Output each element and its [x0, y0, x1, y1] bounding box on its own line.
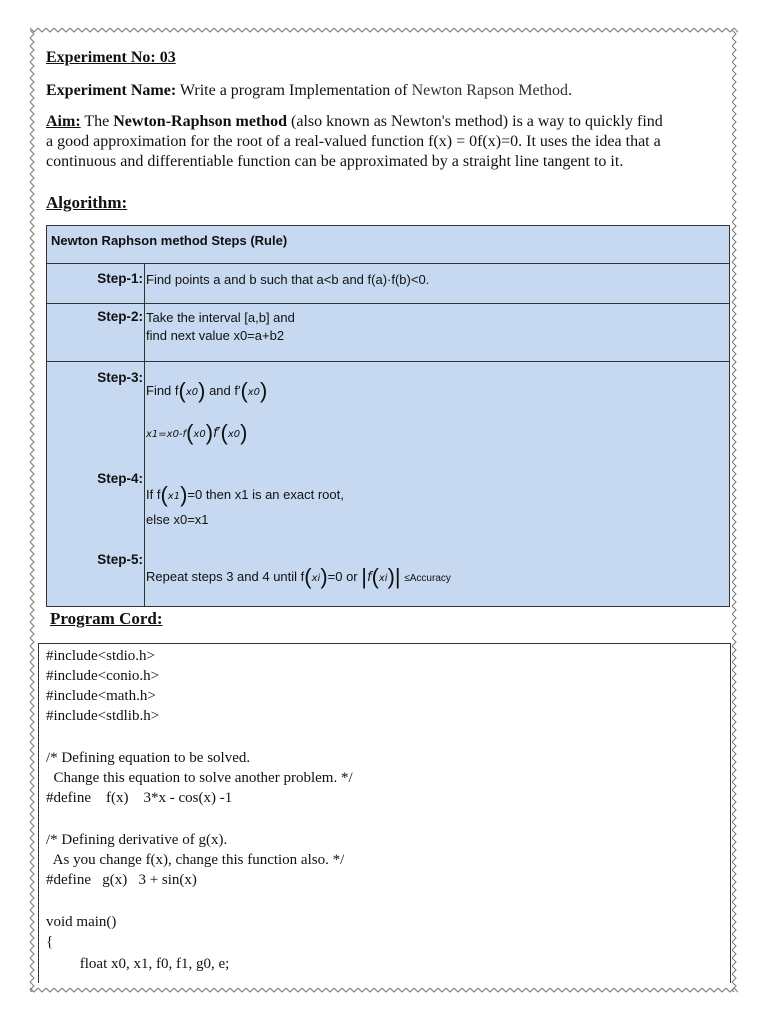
table-row-step-1 [47, 263, 729, 303]
step-4-label: Step-4: [97, 471, 143, 486]
code-line-14: void main() [46, 914, 117, 930]
step-2-line-1: Take the interval [a,b] and [146, 310, 295, 325]
step-4-line-1: If f(x1)=0 then x1 is an exact root, [146, 482, 344, 507]
aim-line-2: a good approximation for the root of a real-valued function f(x) = 0f(x)=0. It uses the idea that a [46, 133, 661, 150]
code-line-7: Change this equation to solve another problem. */ [46, 770, 353, 786]
border-top-decoration [30, 26, 738, 34]
code-line-3: #include<math.h> [46, 688, 156, 704]
step-4-line-2: else x0=x1 [146, 512, 209, 527]
step-5-label: Step-5: [97, 552, 143, 567]
code-line-8: #define f(x) 3*x - cos(x) -1 [46, 790, 233, 806]
step-1-label: Step-1: [97, 271, 143, 286]
step-2-line-2: find next value x0=a+b2 [146, 328, 285, 343]
table-header: Newton Raphson method Steps (Rule) [51, 233, 288, 248]
code-line-2: #include<conio.h> [46, 668, 160, 684]
step-1-text: Find points a and b such that a<b and f(a)·f(b)<0. [146, 272, 430, 287]
experiment-number: Experiment No: 03 [46, 49, 176, 66]
aim-method: Newton-Raphson method [113, 113, 288, 130]
aim-line-1: (also known as Newton's method) is a way to quickly find [291, 113, 663, 130]
border-right-decoration [730, 30, 738, 992]
code-line-15: { [46, 934, 54, 950]
program-heading: Program Cord: [50, 609, 163, 628]
step-2-label: Step-2: [97, 309, 143, 324]
experiment-name-text: Write a program Implementation of [179, 82, 408, 99]
aim-paragraph: Aim: The Newton-Raphson method (also known as Newton's method) is a way to quickly find a good approximation for the root of a real-valued function f(x) = 0f(x)=0. It uses the idea that a continuous and differentiable function can be approximated by a straight line tangent to it. [46, 113, 663, 170]
table-row-steps-3-5 [47, 361, 729, 607]
code-line-1: #include<stdio.h> [46, 648, 155, 664]
step-3-line-2: x1=x0-f(x0)f′(x0) [146, 420, 248, 445]
experiment-name-method: Newton Rapson Method [411, 82, 569, 99]
aim-label: Aim: [46, 113, 81, 130]
step-3-line-1: Find f(x0) and f′(x0) [146, 378, 268, 403]
table-row-step-2 [47, 303, 729, 361]
code-line-10: /* Defining derivative of g(x). [46, 832, 228, 848]
code-line-4: #include<stdlib.h> [46, 708, 160, 724]
experiment-name-label: Experiment Name: [46, 82, 177, 99]
code-block [38, 643, 731, 983]
aim-line-3: continuous and differentiable function can be approximated by a straight line tangent to it. [46, 153, 624, 170]
experiment-name: Experiment Name: Write a program Implementation of Newton Rapson Method. [46, 82, 573, 99]
code-line-12: #define g(x) 3 + sin(x) [46, 872, 197, 888]
code-line-6: /* Defining equation to be solved. [46, 750, 251, 766]
step-5-text: Repeat steps 3 and 4 until f(xi)=0 or |f(xi)| ≤Accuracy [146, 564, 451, 589]
step-3-label: Step-3: [97, 370, 143, 385]
border-left-decoration [28, 30, 36, 992]
code-line-16: float x0, x1, f0, f1, g0, e; [46, 956, 230, 972]
algorithm-heading: Algorithm: [46, 193, 128, 212]
border-bottom-decoration [30, 986, 738, 994]
algorithm-table [46, 225, 730, 607]
code-line-11: As you change f(x), change this function also. */ [46, 852, 345, 868]
